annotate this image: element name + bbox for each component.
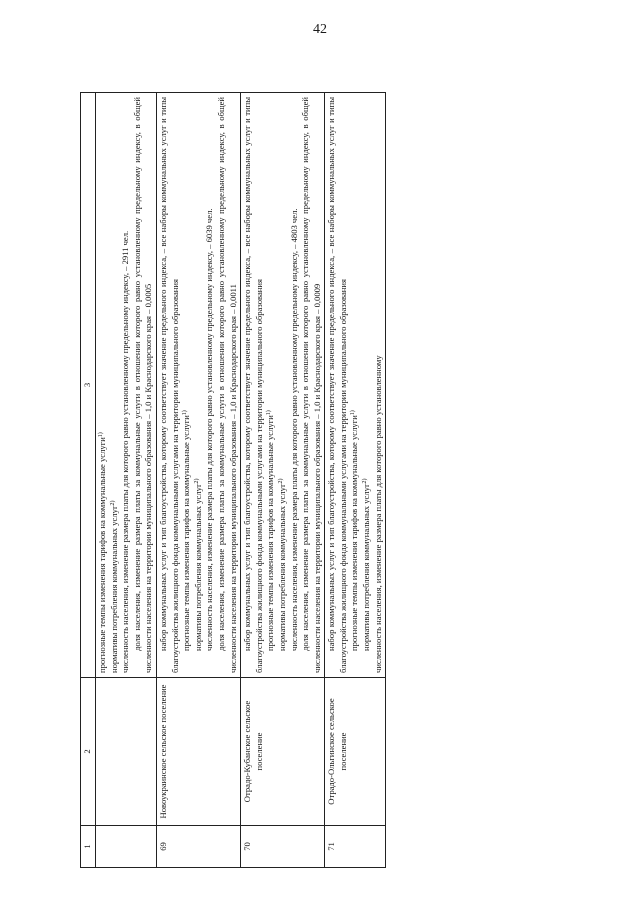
municipality-cell <box>96 678 157 826</box>
row-number: 69 <box>156 826 240 868</box>
description-cell <box>241 93 325 678</box>
table-row <box>325 93 386 868</box>
table-header-row <box>81 93 96 868</box>
description-line: доля населения, изменение размера платы за коммунальные услуги в отношении которого равно установленному предельному индексу, в общей численности населения на территории муниципального образования – 1,0 и Краснодарского края – 0,0005 <box>131 97 154 673</box>
description-line: нормативы потребления коммунальных услуг$^{2)}$ <box>276 478 287 651</box>
rotated-table-container <box>80 93 595 868</box>
description-line: набор коммунальных услуг и тип благоустройства, которому соответствует значение предельного индекса, – все наборы коммунальных услуг и типы благоустройства жилищного фонда коммунальными услугами на территории муниципального образования <box>157 97 180 673</box>
column-header: 1 <box>81 826 96 868</box>
description-cell <box>325 93 386 678</box>
description-line: численность населения, изменение размера платы для которого равно установленному предельному индексу, – 4803 чел. <box>288 208 299 651</box>
description-line: прогнозные темпы изменения тарифов на коммунальные услуги$^{1)}$ <box>349 410 360 651</box>
description-line: численность населения, изменение размера платы для которого равно установленному предельному индексу, – 2911 чел. <box>120 230 131 673</box>
description-line: численность населения, изменение размера платы для которого равно установленному предельному индексу, – 6039 чел. <box>204 208 215 651</box>
page-number: 42 <box>313 22 327 37</box>
table-row <box>241 93 325 868</box>
description-line: прогнозные темпы изменения тарифов на коммунальные услуги$^{1)}$ <box>181 410 192 651</box>
table-row-continuation <box>96 93 157 868</box>
table-row <box>156 93 240 868</box>
row-number-cell <box>96 826 157 868</box>
description-line: прогнозные темпы изменения тарифов на коммунальные услуги$^{1)}$ <box>265 410 276 651</box>
description-line: доля населения, изменение размера платы за коммунальные услуги в отношении которого равно установленному предельному индексу, в общей численности населения на территории муниципального образования – 1,0 и Краснодарского края – 0,0011 <box>215 97 238 673</box>
description-line: набор коммунальных услуг и тип благоустройства, которому соответствует значение предельного индекса, – все наборы коммунальных услуг и типы благоустройства жилищного фонда коммунальными услугами на территории муниципального образования <box>242 97 264 673</box>
description-line: нормативы потребления коммунальных услуг$^{2)}$ <box>192 478 203 651</box>
tariff-table <box>80 92 386 868</box>
column-header: 2 <box>81 678 96 826</box>
description-line: численность населения, изменение размера платы для которого равно установленному <box>372 355 383 673</box>
description-line: нормативы потребления коммунальных услуг$^{2)}$ <box>361 478 372 651</box>
description-line: нормативы потребления коммунальных услуг$^{2)}$ <box>108 500 119 673</box>
description-line: набор коммунальных услуг и тип благоустройства, которому соответствует значение предельного индекса, – все наборы коммунальных услуг и типы благоустройства жилищного фонда коммунальными услугами на территории муниципального образования <box>326 97 348 673</box>
row-number: 70 <box>241 826 325 868</box>
column-header: 3 <box>81 93 96 678</box>
description-cell <box>96 93 157 678</box>
description-line: прогнозные темпы изменения тарифов на коммунальные услуги$^{1)}$ <box>97 432 107 673</box>
description-line: доля населения, изменение размера платы за коммунальные услуги в отношении которого равно установленному предельному индексу, в общей численности населения на территории муниципального образования – 1,0 и Краснодарского края – 0,0009 <box>300 97 322 673</box>
row-number: 71 <box>325 826 386 868</box>
municipality-name: Отрадо-Ольгинское сельское поселение <box>325 678 386 826</box>
municipality-name: Отрадо-Кубанское сельское поселение <box>241 678 325 826</box>
municipality-name: Новоукраинское сельское поселение <box>156 678 240 826</box>
description-cell <box>156 93 240 678</box>
